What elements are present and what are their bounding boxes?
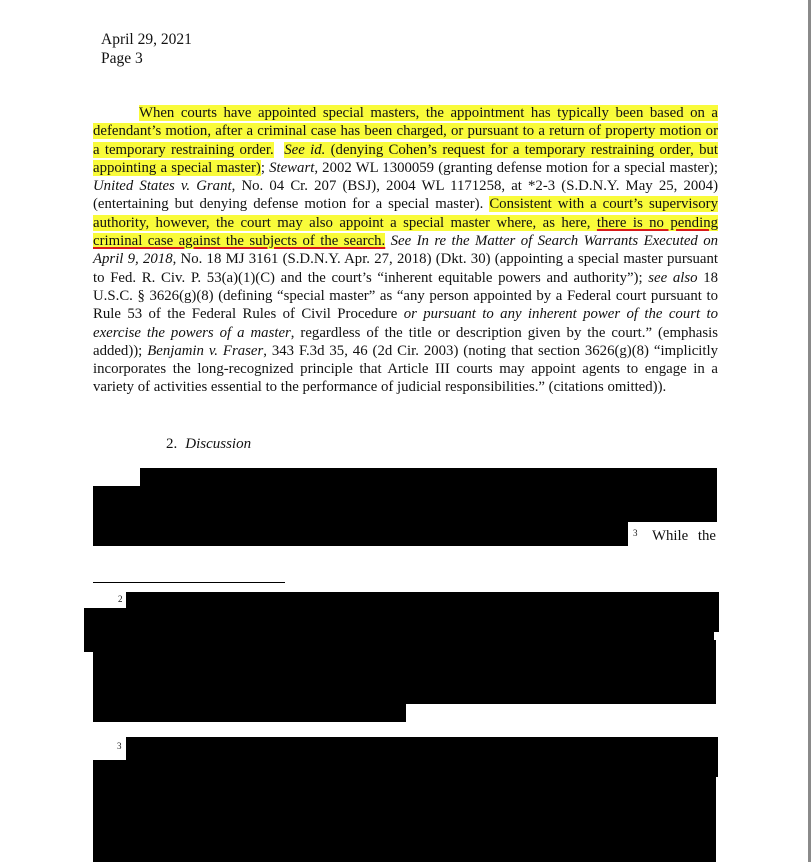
underlined-text: there is no pending criminal case against the subjects of the search. <box>93 214 718 250</box>
redaction-block <box>93 700 406 722</box>
letter-header <box>101 30 192 68</box>
case-stewart: Stewart <box>269 159 315 176</box>
see-in-re-cite: See In re the Matter of Search Warrants Executed on April 9, 2018 <box>93 233 718 268</box>
redaction-block <box>93 518 628 546</box>
section-number: 2. <box>166 436 178 452</box>
emphasis-text: or pursuant to any inherent power of the court to exercise the powers of a master <box>93 306 718 341</box>
highlight-sentence-1: When courts have appointed special masters, the appointment has typically been based on a defendant’s motion, after a criminal case has been charged, or pursuant to a return of property motion or a temporary restraining order. <box>93 105 718 158</box>
footnote-separator <box>93 582 285 583</box>
cohen-parenthetical: (denying Cohen’s request for a temporary restraining order, but appointing a special master) <box>93 141 718 176</box>
text-sep: ; <box>260 159 270 176</box>
benjamin-cite: , 343 F.3d 35, 46 (2d Cir. 2003) (noting that section 3626(g)(8) “implicitly incorporates the long-recognized principle that Article III courts may appoint agents to engage in a variety of activities essential to the performance of judicial responsibilities.” (citations omitted)). <box>93 342 719 396</box>
header-date: April 29, 2021 <box>101 31 192 48</box>
case-benjamin: Benjamin v. Fraser <box>147 342 264 359</box>
stewart-cite: , 2002 WL 1300059 (granting defense motion for a special master); <box>314 159 718 176</box>
supervisory-text: Consistent with a court’s supervisory authority, however, the court may also appoint a special master where, as here, <box>93 196 719 231</box>
footnote-3-marker: 3 <box>117 741 122 751</box>
section-title: Discussion <box>185 436 252 452</box>
redaction-block <box>93 760 716 862</box>
section-heading <box>166 436 251 453</box>
see-id-cite: See id. <box>284 141 326 158</box>
footnote-2-marker: 2 <box>118 594 123 604</box>
usc-cite: 18 U.S.C. § 3626(g)(8) (defining “special master” as “any person appointed by a Federal court pursuant to Rule 53 of the Federal Rules of Civil Procedure <box>93 269 718 323</box>
header-page: Page 3 <box>101 50 143 67</box>
case-grant: United States v. Grant <box>93 178 232 195</box>
while-the-fragment: While the <box>652 528 716 544</box>
footnote-ref-3: 3 <box>633 528 638 538</box>
redaction-block <box>93 486 717 522</box>
grant-cite: , No. 04 Cr. 207 (BSJ), 2004 WL 1171258, at *2-3 (S.D.N.Y. May 25, 2004) (entertaining but denying defense motion for a special master). <box>93 178 718 213</box>
main-paragraph <box>93 104 718 397</box>
redaction-block <box>93 640 716 704</box>
in-re-cite: , No. 18 MJ 3161 (S.D.N.Y. Apr. 27, 2018) (Dkt. 30) (appointing a special master pursuant to Fed. R. Civ. P. 53(a)(1)(C) and the court’s “inherent equitable powers and authority”); <box>93 251 718 286</box>
see-also-cite: see also <box>648 269 698 286</box>
usc-cite-end: , regardless of the title or description given by the court.” (emphasis added)); <box>93 324 718 359</box>
